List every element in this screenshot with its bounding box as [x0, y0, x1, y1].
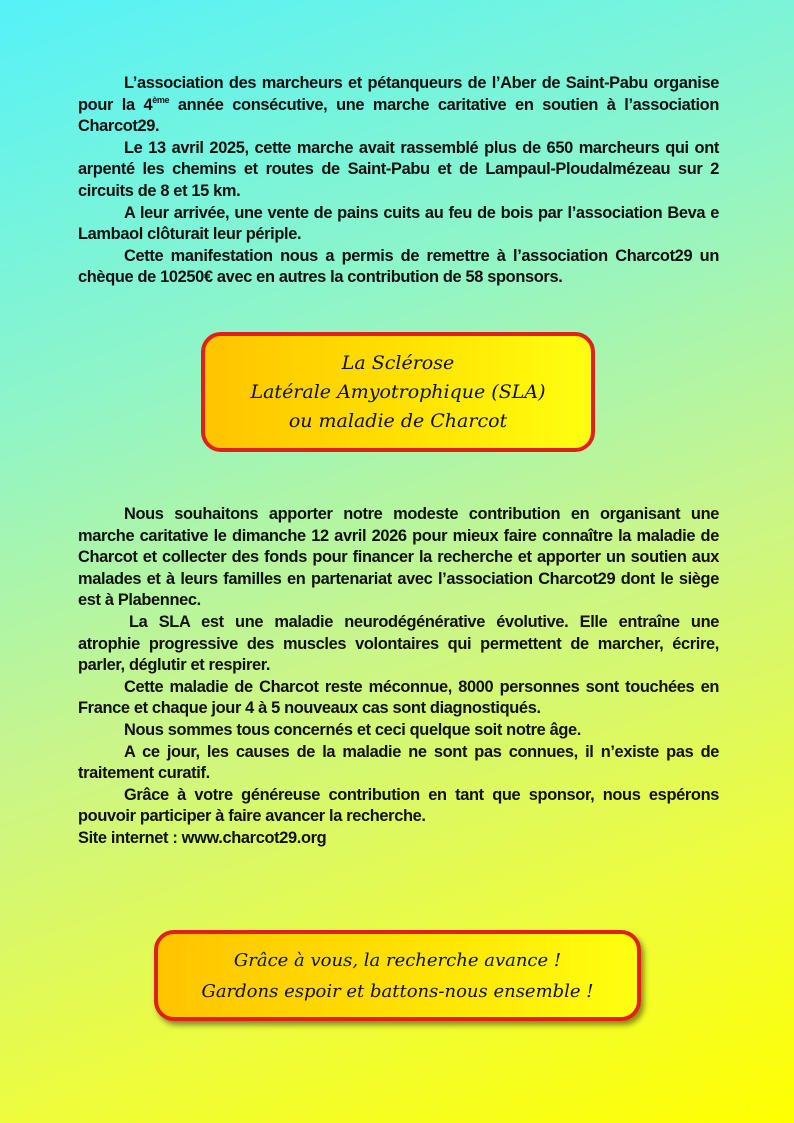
intro-paragraph-3: A leur arrivée, une vente de pains cuits au feu de bois par l’association Beva e Lambaol clôturait leur périple. — [78, 203, 719, 244]
closing-line-1: Grâce à vous, la recherche avance ! — [233, 949, 562, 971]
body-paragraph-2: La SLA est une maladie neurodégénérative évolutive. Elle entraîne une atrophie progressive des muscles volontaires qui permettent de marcher, écrire, parler, déglutir et respirer. — [78, 612, 719, 675]
closing-line-2: Gardons espoir et battons-nous ensemble ! — [201, 980, 594, 1002]
body-paragraph-6: Grâce à votre généreuse contribution en tant que sponsor, nous espérons pouvoir participer à faire avancer la recherche. — [78, 785, 719, 826]
title-box — [201, 332, 595, 452]
title-line-1: La Sclérose — [341, 351, 455, 374]
superscript: ème — [152, 94, 170, 105]
intro-paragraph-4: Cette manifestation nous a permis de remettre à l’association Charcot29 un chèque de 10250€ avec en autres la contribution de 58 sponsors. — [78, 246, 719, 287]
intro-paragraph-2: Le 13 avril 2025, cette marche avait rassemblé plus de 650 marcheurs qui ont arpenté les chemins et routes de Saint-Pabu et de Lampaul-Ploudalmézeau sur 2 circuits de 8 et 15 km. — [78, 138, 719, 200]
body-paragraph-1: Nous souhaitons apporter notre modeste contribution en organisant une marche caritative le dimanche 12 avril 2026 pour mieux faire connaître la maladie de Charcot et collecter des fonds pour financer la recherche et apporter un soutien aux malades et à leurs familles en partenariat avec l’association Charcot29 dont le siège est à Plabennec. — [78, 505, 719, 610]
closing-box — [154, 930, 641, 1021]
body-paragraph-3: Cette maladie de Charcot reste méconnue, 8000 personnes sont touchées en France et chaque jour 4 à 5 nouveaux cas sont diagnostiqués. — [78, 677, 719, 718]
body-paragraph-5: A ce jour, les causes de la maladie ne sont pas connues, il n’existe pas de traitement curatif. — [78, 742, 719, 783]
body-paragraph-4: Nous sommes tous concernés et ceci quelque soit notre âge. — [124, 720, 581, 739]
intro-paragraph-1 — [78, 73, 719, 138]
title-line-2: Latérale Amyotrophique (SLA) — [250, 380, 546, 403]
intro-p1-text: L’association des marcheurs et pétanqueurs de l’Aber de Saint-Pabu organise pour la 4 — [78, 74, 719, 114]
title-line-3: ou maladie de Charcot — [288, 409, 508, 432]
body-section — [78, 504, 719, 850]
website-line: Site internet : www.charcot29.org — [78, 828, 327, 847]
intro-p1-text-end: année consécutive, une marche caritative en soutien à l’association Charcot29. — [78, 95, 719, 136]
intro-section — [78, 73, 719, 289]
